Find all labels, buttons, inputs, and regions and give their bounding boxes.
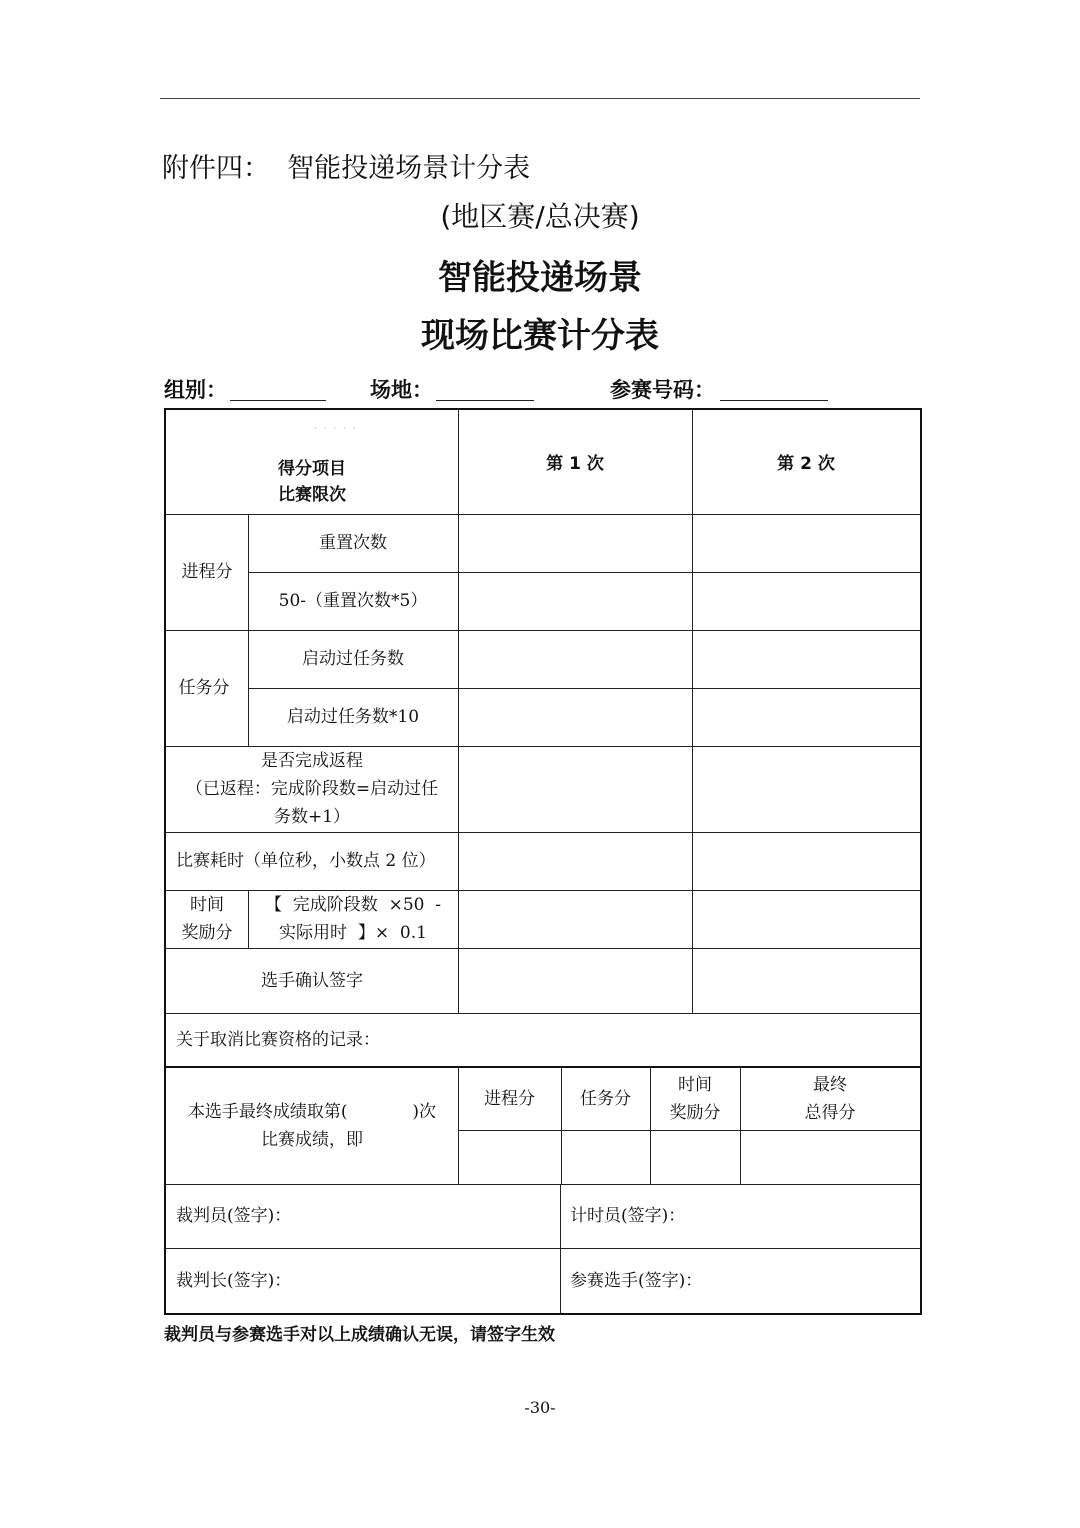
reset-count-label: 重置次数 xyxy=(319,533,387,553)
col-header-1: 第 1 次 xyxy=(546,454,604,474)
time-bonus-label xyxy=(166,890,248,948)
footer-note: 裁判员与参赛选手对以上成绩确认无误，请签字生效 xyxy=(164,1325,555,1345)
player-sign-label: 选手确认签字 xyxy=(261,970,363,991)
final-line-2: 比赛成绩，即 xyxy=(261,1130,363,1150)
contestant-sign-label: 参赛选手(签字)： xyxy=(570,1270,703,1291)
time-formula-label xyxy=(248,890,458,948)
timer-sign-label: 计时员(签字)： xyxy=(570,1206,686,1226)
venue-label: 场地： xyxy=(370,378,433,402)
tasks-passed-label: 启动过任务数 xyxy=(302,649,404,669)
tasks-formula-label: 启动过任务数*10 xyxy=(286,707,420,727)
top-rule xyxy=(160,98,920,99)
group-blank[interactable] xyxy=(230,400,326,401)
return-trip-label xyxy=(166,746,458,832)
final-result-label xyxy=(166,1068,458,1184)
col-header-2: 第 2 次 xyxy=(777,454,835,474)
time-used-label: 比赛耗时（单位秒，小数点 2 位） xyxy=(176,851,436,871)
reset-formula-label: 50-（重置次数*5） xyxy=(278,591,428,611)
group-label: 组别： xyxy=(164,378,227,402)
number-label: 参赛号码： xyxy=(610,378,715,402)
final-time-header xyxy=(650,1068,740,1130)
final-task-header: 任务分 xyxy=(580,1089,631,1109)
corner-line-2: 比赛限次 xyxy=(278,485,346,505)
final-line-1: 本选手最终成绩取第( )次 xyxy=(187,1102,437,1122)
disqualify-note: 关于取消比赛资格的记录： xyxy=(176,1029,380,1050)
return-line-1: 是否完成返程 xyxy=(261,751,363,771)
return-line-2: （已返程：完成阶段数=启动过任 xyxy=(185,779,439,799)
subtitle: (地区赛/总决赛) xyxy=(440,200,640,233)
final-time-line-2: 奖励分 xyxy=(669,1103,721,1123)
title-line-2: 现场比赛计分表 xyxy=(421,316,659,356)
annex-title: 智能投递场景计分表 xyxy=(287,153,531,184)
time-bonus-line-2: 奖励分 xyxy=(181,923,233,943)
corner-line-1: 得分项目 xyxy=(278,459,346,479)
process-score-label: 进程分 xyxy=(181,562,233,582)
score-table xyxy=(164,408,922,1315)
grid-line xyxy=(458,1130,920,1131)
time-formula-line-1: 【 完成阶段数 ×50 - xyxy=(264,895,442,915)
time-formula-line-2: 实际用时 】× 0.1 xyxy=(279,923,427,943)
final-total-line-2: 总得分 xyxy=(804,1103,856,1123)
final-process-header: 进程分 xyxy=(484,1089,535,1109)
task-score-label: 任务分 xyxy=(178,678,230,698)
venue-blank[interactable] xyxy=(436,400,534,401)
annex-label: 附件四： xyxy=(162,153,270,184)
title-line-1: 智能投递场景 xyxy=(438,258,642,298)
final-time-line-1: 时间 xyxy=(678,1075,712,1095)
final-total-line-1: 最终 xyxy=(813,1075,847,1095)
chief-sign-label: 裁判长(签字)： xyxy=(176,1270,292,1291)
annex-heading xyxy=(162,146,530,185)
corner-header xyxy=(166,450,458,514)
referee-sign-label: 裁判员(签字)： xyxy=(176,1206,292,1226)
return-line-3: 务数+1） xyxy=(273,807,351,827)
number-blank[interactable] xyxy=(720,400,828,401)
page-number: -30- xyxy=(524,1398,556,1417)
corner-dots: · · · · · xyxy=(314,424,358,434)
final-total-header xyxy=(740,1068,920,1130)
time-bonus-line-1: 时间 xyxy=(190,895,224,915)
